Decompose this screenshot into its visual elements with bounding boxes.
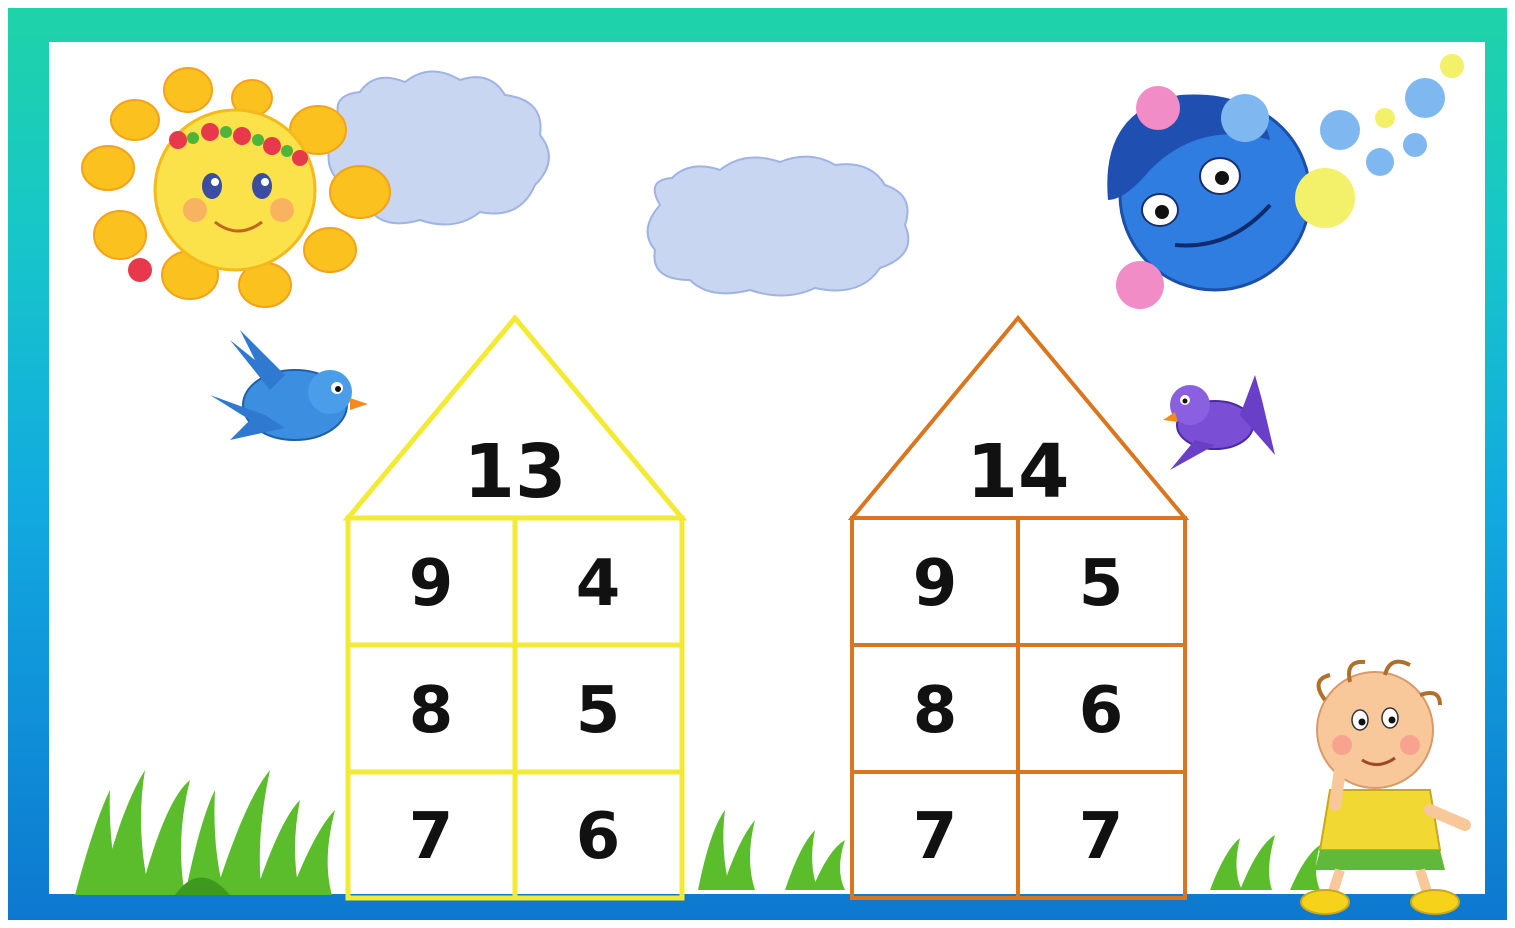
house-cell: 8: [408, 674, 454, 748]
house-cell: 6: [575, 800, 621, 874]
purple-bird-icon: [1163, 375, 1275, 470]
house-cell: 9: [912, 547, 958, 621]
blue-bird-icon: [210, 330, 368, 440]
cloud-icon: [648, 157, 909, 296]
house-cell: 7: [408, 800, 454, 874]
house-cell: 9: [408, 547, 454, 621]
number-house: [348, 318, 682, 898]
house-roof-number: 14: [966, 429, 1070, 515]
house-roof-number: 13: [463, 429, 567, 515]
bubble-character-icon: [1107, 54, 1464, 309]
house-cell: 8: [912, 674, 958, 748]
grass-icon: [698, 810, 845, 890]
house-cell: 5: [575, 674, 621, 748]
house-cell: 6: [1078, 674, 1124, 748]
house-cell: 5: [1078, 547, 1124, 621]
number-house: [852, 318, 1185, 898]
grass-icon: [1210, 835, 1320, 890]
house-cell: 4: [575, 547, 621, 621]
grass-icon: [75, 770, 335, 895]
child-character-icon: [1301, 662, 1465, 914]
house-cell: 7: [912, 800, 958, 874]
house-cell: 7: [1078, 800, 1124, 874]
